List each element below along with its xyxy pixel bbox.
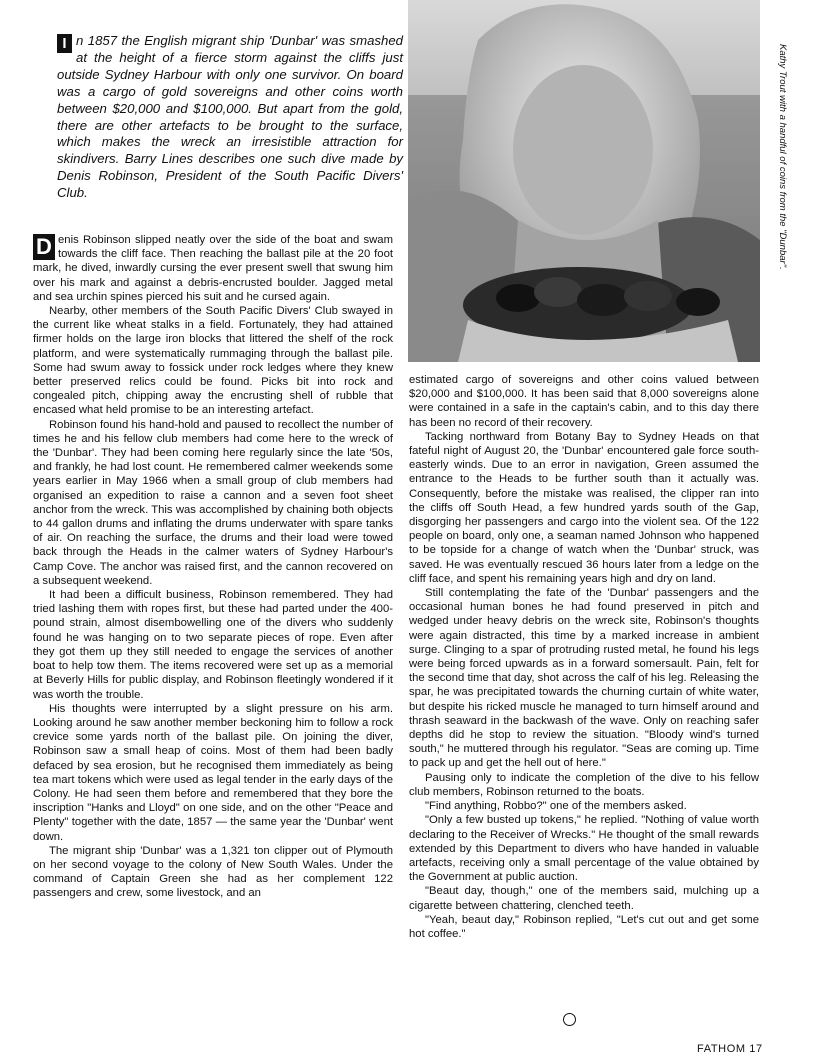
paragraph: Tacking northward from Botany Bay to Sydney Heads on that fateful night of August 20, the 'Dunbar' encountered gale force south-easterly winds. Due to an error in navigation, Green assumed the entrance to the Heads to be further south than it actually was. Consequently, before the mistake was realised, the clipper ran into the cliffs off South Head, a few hundred yards south of the Gap, disgorging her passengers and cargo into the violent sea. Of the 122 people on board, only one, a seaman named Johnson who happened to be topside for a change of watch when the 'Dunbar' struck, was saved. He was eventually rescued 36 hours later from a ledge on the cliff face, and spent his remaining years high and dry on land. [409, 430, 759, 585]
paragraph: His thoughts were interrupted by a slight pressure on his arm. Looking around he saw another member beckoning him to follow a rock crevice some yards north of the ballast pile. On joining the diver, Robinson saw a small heap of coins. Most of them had been badly defaced by sea erosion, but he recognised them immediately as being tea mart tokens which were used as legal tender in the early days of the Colony. He had seen them before and remembered that they bore the inscription "Hanks and Lloyd" on one side, and on the other "Peace and Plenty" together with the date, 1857 — the same year the 'Dunbar' went down. [33, 702, 393, 843]
end-of-article-mark [563, 1013, 576, 1026]
paragraph: The migrant ship 'Dunbar' was a 1,321 ton clipper out of Plymouth on her second voyage to the colony of New South Wales. Under the command of Captain Green she had as her complement 122 passengers and crew, some livestock, and an [33, 844, 393, 900]
page-folio: FATHOM 17 [697, 1043, 763, 1055]
paragraph: "Find anything, Robbo?" one of the members asked. [425, 800, 687, 813]
paragraph-text: enis Robinson slipped neatly over the side of the boat and swam towards the cliff face. Then reaching the ballast pile at the 20 foot mark, he dived, inwardly cursing the ever present swell that swung him over his mark and against a debris-encrusted boulder. Jagged metal and sea urchin spines pierced his suit and he cursed again. [33, 234, 393, 303]
paragraph: "Only a few busted up tokens," he replied. "Nothing of value worth declaring to the Receiver of Wrecks." He thought of the small rewards extended by this Department to divers who have handed in valuable artefacts, receiving only a small percentage of the value obtained by the Government at public auction. [409, 814, 759, 884]
standfirst [57, 33, 403, 202]
paragraph: Robinson found his hand-hold and paused to recollect the number of times he and his fellow club members had come here to the wreck of the 'Dunbar'. They had been coming here regularly since the late '50s, and frankly, he had lost count. He remembered calmer weekends some years earlier in May 1966 when a small group of club members had organised an expedition to raise a cannon and a seven foot sheet anchor from the wreck. This was accomplished by chaining both objects to 44 gallon drums and inflating the drums underwater with spare tanks of air. On reaching the surface, the drums and their load were towed back through the Heads in the calmer waters of Sydney Harbour's Camp Cove. The anchor was raised first, and the cannon recovered on a subsequent weekend. [33, 418, 393, 587]
photo-diver-with-coins [408, 0, 760, 362]
paragraph: "Yeah, beaut day," Robinson replied, "Let's cut out and get some hot coffee." [409, 913, 759, 940]
photo-caption [776, 40, 792, 350]
paragraph: Still contemplating the fate of the 'Dunbar' passengers and the occasional human bones he had found preserved in pitch and wedged under heavy debris on the wreck site, Robinson's thoughts were again distracted, this time by a marked increase in ambient surge. Clinging to a spar of protruding rusted metal, he found his legs were being forced upwards as in a forward somersault. Pain, felt for the second time that day, shot across the calf of his leg. Releasing the spar, he was precipitated towards the churning curtain of white water, but despite his ricked muscle he managed to turn himself around and thrash seaward in the backwash of the wave. Only on reaching safer depths did he stop to review the situation. "Bloody wind's turned south," he muttered through his regulator. "Seas are coming up. Time to pack up and get the hell out of here." [409, 587, 759, 770]
paragraph: Pausing only to indicate the completion of the dive to his fellow club members, Robinson returned to the boats. [409, 771, 759, 798]
photo-illustration [408, 0, 760, 362]
standfirst-text: n 1857 the English migrant ship 'Dunbar' was smashed at the height of a fierce storm against the cliffs just outside Sydney Harbour with only one survivor. On board was a cargo of gold sovereigns and other coins worth between $20,000 and $100,000. But apart from the gold, there are other artefacts to be brought to the surface, which makes the wreck an irresistible attraction for skindivers. Barry Lines describes one such dive made by Denis Robinson, President of the South Pacific Divers' Club. [57, 33, 403, 201]
paragraph [33, 233, 393, 304]
article-column-1 [33, 233, 393, 901]
paragraph: "Beaut day, though," one of the members said, mulching up a cigarette between chattering, clenched teeth. [409, 885, 759, 912]
paragraph: Nearby, other members of the South Pacific Divers' Club swayed in the current like wheat stalks in a field. Fortunately, they had attained firmer holds on the large iron blocks that littered the shelf of the rock platform, and were systematically rummaging through the ballast pile. Some had swum away to fossick under rock ledges where they knew better preserved relics could be found. Picks bit into rock and congealed pitch, chipping away the encrusting shell of rubble that encased what held promise to be an interesting artefact. [33, 305, 393, 417]
paragraph: It had been a difficult business, Robinson remembered. They had tried lashing them with ropes first, but these had parted under the 400-pound strain, almost disembowelling one of the divers who suddenly found he was hanging on to two separate pieces of rope. Even after they got them up they still needed to engage the services of another boat to help tow them. The items recovered were set up as a memorial at Beverly Hills for public display, and Robinson fleetingly wondered if it was worth the trouble. [33, 589, 393, 701]
photo-caption-text: Kathy Trout with a handful of coins from the "Dunbar". [777, 44, 788, 270]
article-drop-cap: D [33, 234, 55, 260]
paragraph: estimated cargo of sovereigns and other coins valued between $20,000 and $100,000. It has been said that 8,000 sovereigns alone were contained in a safe in the captain's cabin, and to this day there has been no record of their recovery. [409, 374, 759, 429]
article-column-2 [409, 373, 759, 941]
standfirst-drop-cap: I [57, 34, 72, 53]
